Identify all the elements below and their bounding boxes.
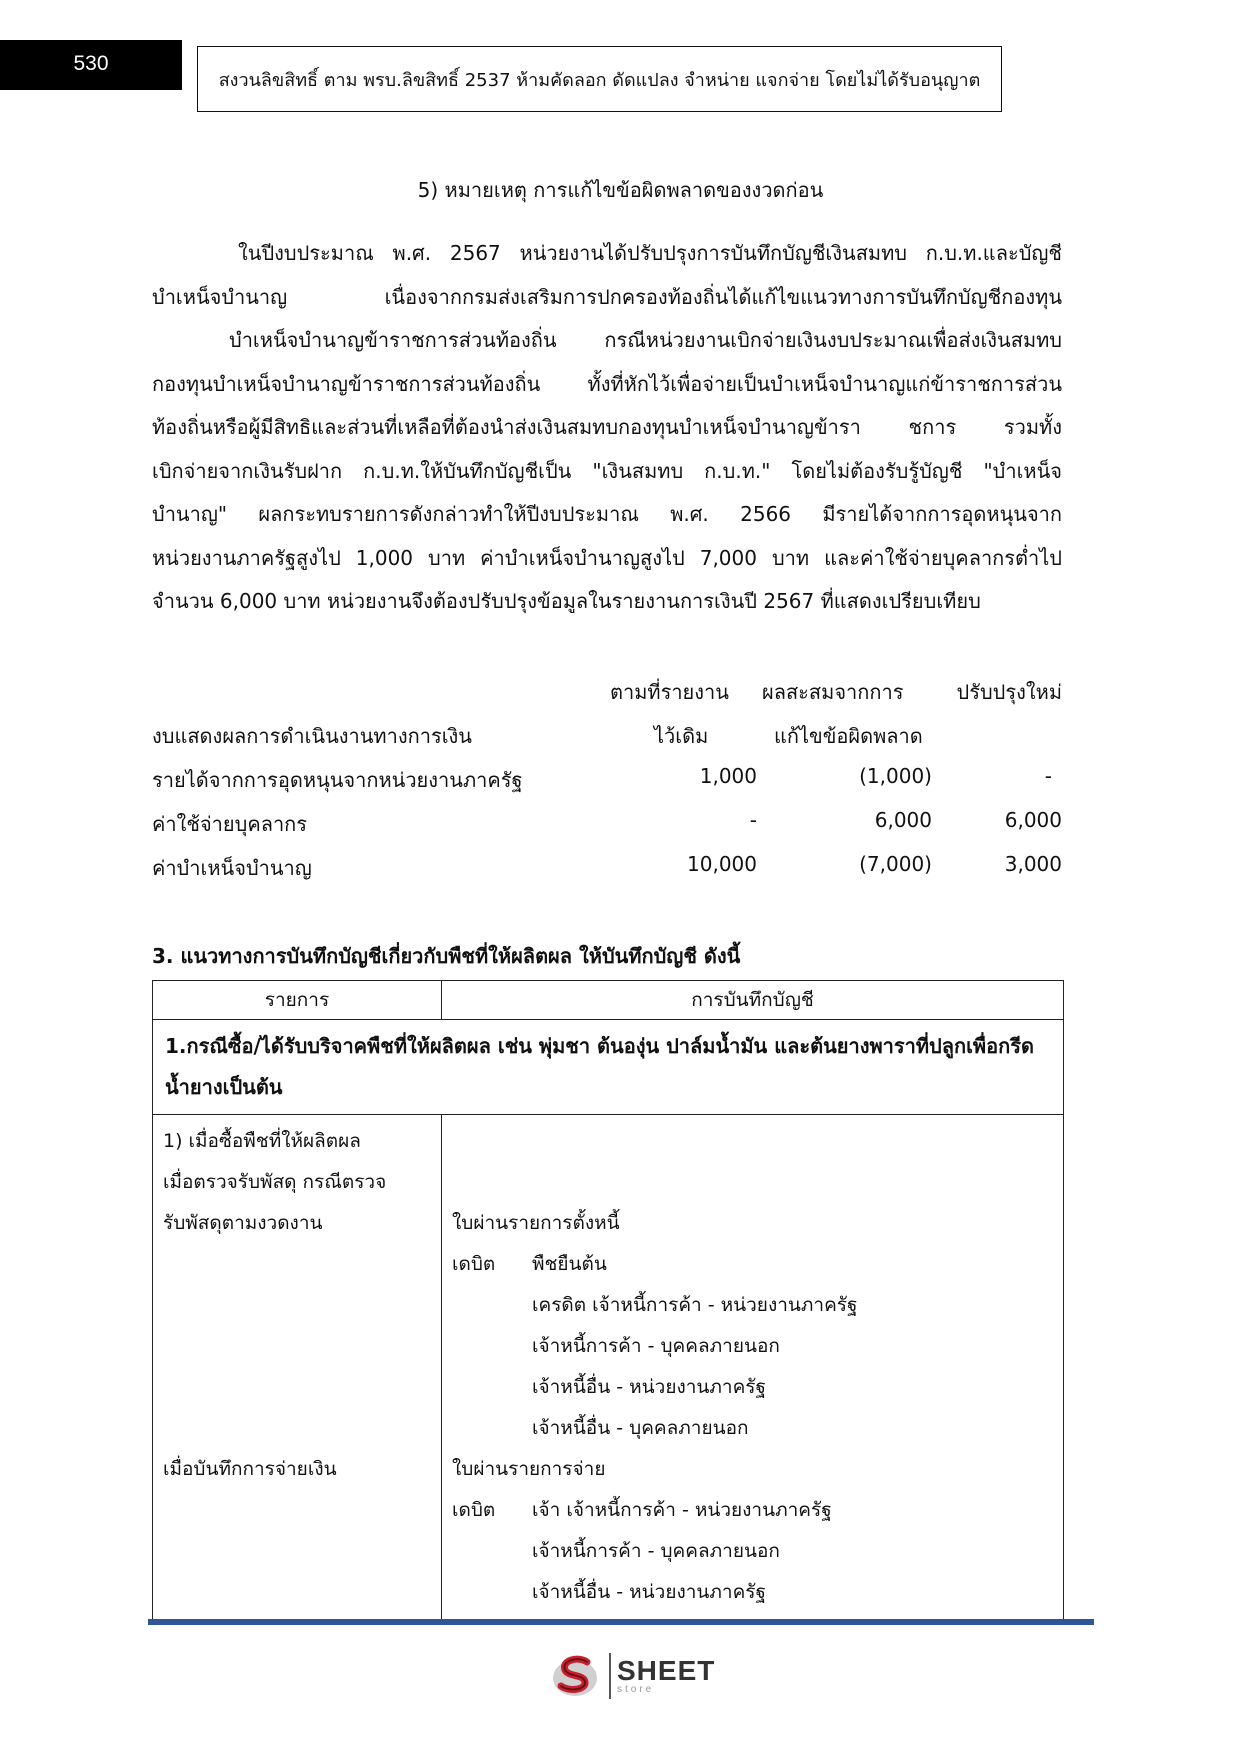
value-correction: (7,000) xyxy=(859,852,932,876)
copyright-notice: สงวนลิขสิทธิ์ ตาม พรบ.ลิขสิทธิ์ 2537 ห้ามคัดลอก ดัดแปลง จำหน่าย แจกจ่าย โดยไม่ได้รับอนุญาต xyxy=(218,69,981,91)
col-header-entry: การบันทึกบัญชี xyxy=(442,981,1064,1020)
paragraph-line: ในปีงบประมาณ พ.ศ. 2567 หน่วยงานได้ปรับปรุงการบันทึกบัญชีเงินสมทบ ก.บ.ท.และบัญชี xyxy=(238,241,1062,265)
journal-entry-table xyxy=(152,980,1064,1620)
footer-rule xyxy=(148,1619,1094,1625)
item-line: เมื่อตรวจรับพัสดุ กรณีตรวจ xyxy=(163,1171,387,1193)
section-title: 5) หมายเหตุ การแก้ไขข้อผิดพลาดของงวดก่อน xyxy=(417,178,824,202)
entry-line: เจ้าหนี้การค้า - บุคคลภายนอก xyxy=(532,1540,780,1562)
debit-account: เจ้า เจ้าหนี้การค้า - หน่วยงานภาครัฐ xyxy=(532,1499,832,1521)
credit-line: เจ้าหนี้อื่น - หน่วยงานภาครัฐ xyxy=(532,1376,766,1398)
page-number-box xyxy=(0,40,182,90)
debit-line xyxy=(452,1244,1053,1285)
row-label: ค่าบำเหน็จบำนาญ xyxy=(152,856,312,880)
entry-cell xyxy=(442,1115,1064,1620)
voucher-label: ใบผ่านรายการจ่าย xyxy=(452,1458,606,1480)
copyright-header xyxy=(197,46,1002,112)
paragraph-line: เบิกจ่ายจากเงินรับฝาก ก.บ.ท.ให้บันทึกบัญชีเป็น "เงินสมทบ ก.บ.ท." โดยไม่ต้องรับรู้บัญชี "บำเหน็จ xyxy=(152,458,1062,483)
paragraph-line: จำนวน 6,000 บาท หน่วยงานจึงต้องปรับปรุงข้อมูลในรายงานการเงินปี 2567 ที่แสดงเปรียบเทียบ xyxy=(152,589,981,613)
credit-line: เครดิต เจ้าหนี้การค้า - หน่วยงานภาครัฐ xyxy=(532,1294,858,1316)
debit-line xyxy=(452,1490,1053,1531)
case-line: น้ำยางเป็นต้น xyxy=(165,1075,283,1099)
col-header-correction: ผลสะสมจากการ xyxy=(762,680,904,704)
row-label: รายได้จากการอุดหนุนจากหน่วยงานภาครัฐ xyxy=(152,768,523,792)
value-restated: 3,000 xyxy=(1004,852,1062,876)
logo-sub: store xyxy=(617,1684,655,1695)
col-header-restated: ปรับปรุงใหม่ xyxy=(956,680,1062,704)
item-cell xyxy=(153,1115,442,1620)
value-correction: 6,000 xyxy=(874,808,932,832)
logo-text: SHEET xyxy=(617,1655,716,1686)
item-payment: เมื่อบันทึกการจ่ายเงิน xyxy=(163,1458,337,1480)
table-row xyxy=(152,808,1062,852)
table-header-row xyxy=(153,981,1064,1020)
note-paragraph xyxy=(152,232,1062,624)
entry-row xyxy=(153,1115,1064,1620)
paragraph-line: กองทุนบำเหน็จบำนาญข้าราชการส่วนท้องถิ่น ทั้งที่หักไว้เพื่อจ่ายเป็นบำเหน็จบำนาญแก่ข้าราชการส่วน xyxy=(152,371,1062,396)
value-restated: 6,000 xyxy=(1004,808,1062,832)
col-header-reported: ตามที่รายงาน xyxy=(610,680,729,704)
logo-wordmark xyxy=(617,1657,715,1695)
debit-account: พืชยืนต้น xyxy=(532,1253,607,1275)
value-reported: - xyxy=(749,808,757,832)
table-header-row-2 xyxy=(152,720,1062,764)
credit-line: เจ้าหนี้อื่น - บุคคลภายนอก xyxy=(532,1417,749,1439)
logo-icon xyxy=(551,1652,603,1700)
paragraph-line: บำเหน็จบำนาญข้าราชการส่วนท้องถิ่น กรณีหน่วยงานเบิกจ่ายเงินงบประมาณเพื่อส่งเงินสมทบ xyxy=(229,328,1062,352)
entry-line: เจ้าหนี้อื่น - หน่วยงานภาครัฐ xyxy=(532,1581,766,1603)
col-header-item: รายการ xyxy=(153,981,442,1020)
paragraph-line: บำเหน็จบำนาญ เนื่องจากกรมส่งเสริมการปกครองท้องถิ่นได้แก้ไขแนวทางการบันทึกบัญชีกองทุน xyxy=(152,284,1062,309)
case-description xyxy=(153,1020,1064,1115)
paragraph-line: หน่วยงานภาครัฐสูงไป 1,000 บาท ค่าบำเหน็จบำนาญสูงไป 7,000 บาท และค่าใช้จ่ายบุคลากรต่ำไป xyxy=(152,545,1062,570)
voucher-label: ใบผ่านรายการตั้งหนี้ xyxy=(452,1212,620,1234)
section-heading: 3. แนวทางการบันทึกบัญชีเกี่ยวกับพืชที่ให้ผลิตผล ให้บันทึกบัญชี ดังนี้ xyxy=(152,944,741,968)
value-correction: (1,000) xyxy=(859,764,932,788)
debit-label: เดบิต xyxy=(452,1499,496,1521)
value-reported: 1,000 xyxy=(699,764,757,788)
debit-label: เดบิต xyxy=(452,1253,496,1275)
value-restated: - xyxy=(1044,764,1052,788)
credit-line: เจ้าหนี้การค้า - บุคคลภายนอก xyxy=(532,1335,780,1357)
table-row xyxy=(152,852,1062,896)
item-line: รับพัสดุตามงวดงาน xyxy=(163,1212,323,1234)
col-header-reported-2: ไว้เดิม xyxy=(654,724,709,748)
paragraph-line: บำนาญ" ผลกระทบรายการดังกล่าวทำให้ปีงบประมาณ พ.ศ. 2566 มีรายได้จากการอุดหนุนจาก xyxy=(152,502,1062,526)
item-line: 1) เมื่อซื้อพืชที่ให้ผลิตผล xyxy=(163,1130,361,1152)
case-line: 1.กรณีซื้อ/ได้รับบริจาคพืชที่ให้ผลิตผล เช่น พุ่มชา ต้นองุ่น ปาล์มน้ำมัน และต้นยางพาราที่ปลูกเพื่อกรีด xyxy=(165,1034,1034,1058)
col-header-correction-2: แก้ไขข้อผิดพลาด xyxy=(774,724,923,748)
table-header-row-1 xyxy=(152,676,1062,720)
table-row xyxy=(152,764,1062,808)
paragraph-line: ท้องถิ่นหรือผู้มีสิทธิและส่วนที่เหลือที่ต้องนำส่งเงินสมทบกองทุนบำเหน็จบำนาญข้ารา ชการ รวมทั้ง xyxy=(152,415,1062,439)
logo-divider xyxy=(609,1653,611,1699)
case-row xyxy=(153,1020,1064,1115)
page-number: 530 xyxy=(73,52,109,75)
statement-title: งบแสดงผลการดำเนินงานทางการเงิน xyxy=(152,724,472,748)
row-label: ค่าใช้จ่ายบุคลากร xyxy=(152,812,308,836)
restatement-table xyxy=(152,676,1062,896)
sheet-store-logo xyxy=(551,1651,715,1701)
value-reported: 10,000 xyxy=(687,852,757,876)
